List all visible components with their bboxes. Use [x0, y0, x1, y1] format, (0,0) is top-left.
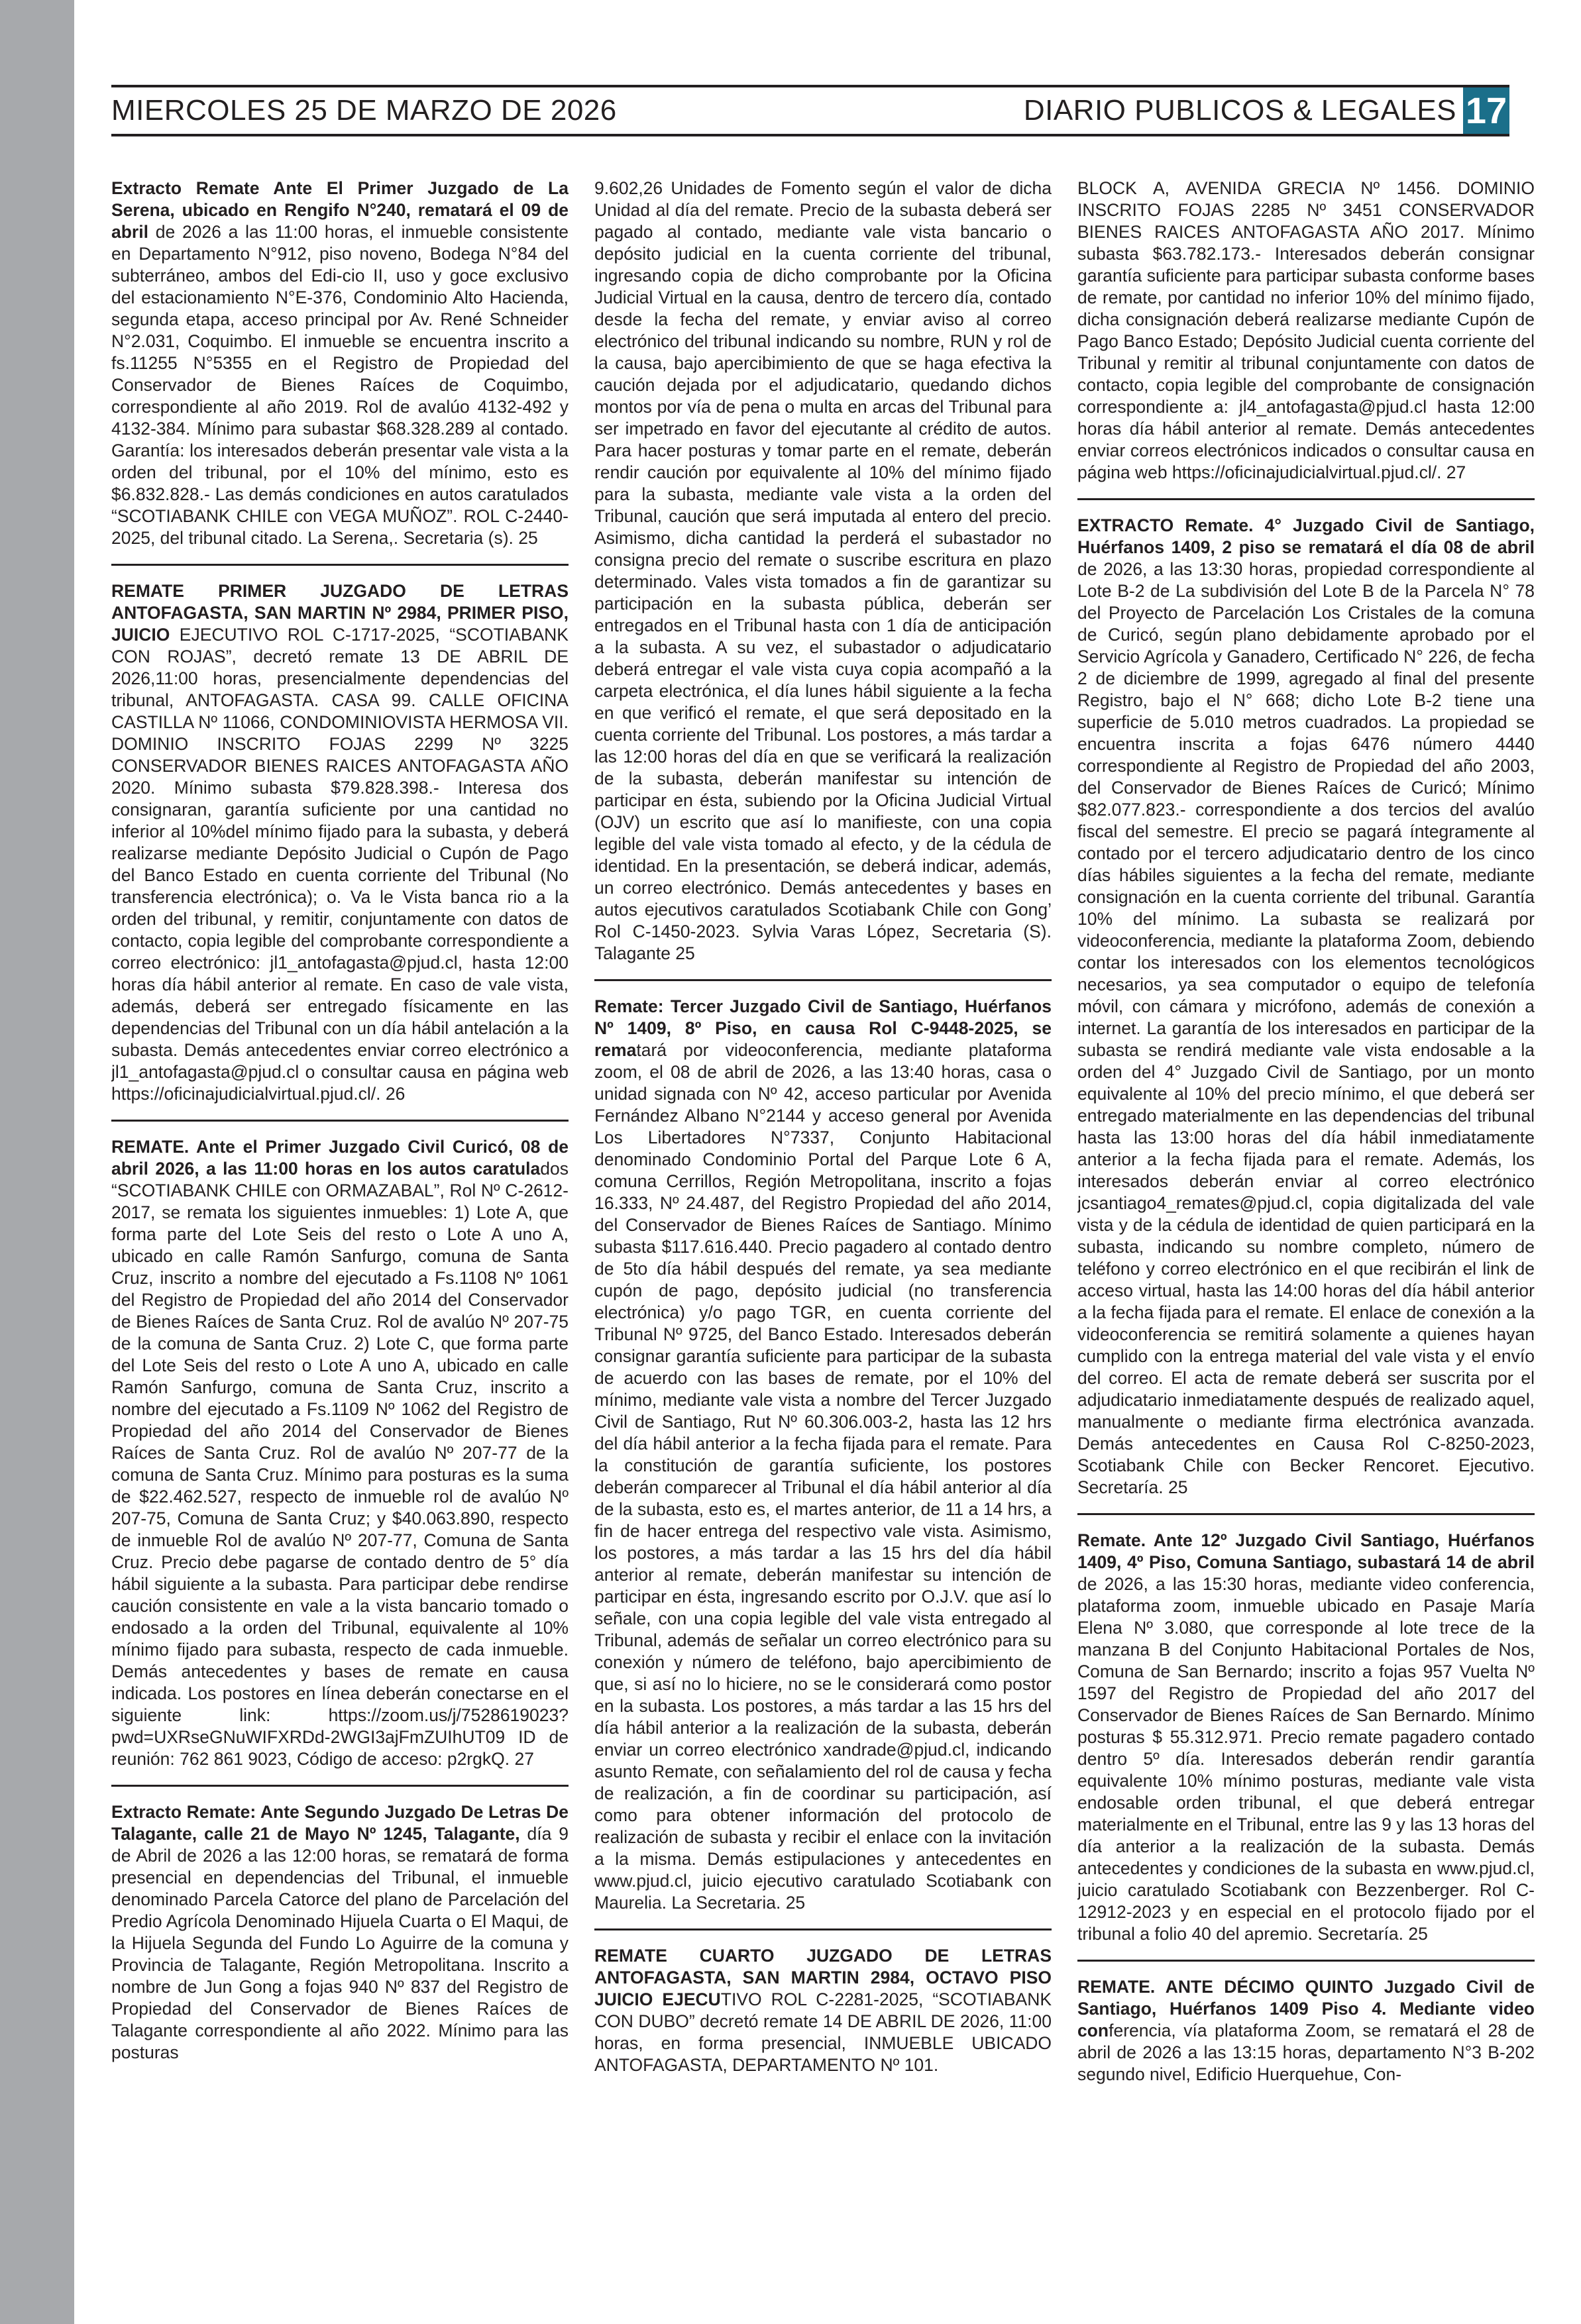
notice-body: 9.602,26 Unidades de Fomento según el valor de dicha Unidad al día del remate. Precio de la subasta deberá ser pagado al contado, mediante vale vista bancario o depósito judicial en la cuenta corriente del tribunal, ingresando copia de dicho comprobante por la Oficina Judicial Virtual en la causa, dentro de tercero día, contado desde la fecha del remate, y enviar aviso al correo electrónico del tribunal indicando su nombre, RUN y rol de la causa, bajo apercibimiento de que se haga efectiva la caución dejada por el adjudicatario, quedando dichos montos por vía de pena o multa en arcas del Tribunal para ser impetrado en favor del ejecutante al crédito de autos. Para hacer posturas y tomar parte en el remate, deberán rendir caución por equivalente al 10% del mínimo fijado para la subasta, mediante vale vista a la orden del Tribunal, caución que será imputada al entero del precio. Asimismo, dicha cantidad la perderá el subastador no consigna precio del remate o suscribe escritura en plazo determinado. Vales vista tomados a fin de garantizar su participación en la subasta pública, deberán ser entregados en el Tribunal hasta con 1 día de anticipación a la subasta. A su vez, el subastador o adjudicatario deberá entregar el vale vista cuya copia acompañó a la carpeta electrónica, el día lunes hábil siguiente a la fecha en que verificó el remate, el que será depositado en la cuenta corriente del Tribunal. Los postores, a más tardar a las 12:00 horas del día en que se verificará la realización de la subasta, deberán manifestar su intención de participar en ésta, subiendo por la Oficina Judicial Virtual (OJV) un escrito que así lo manifieste, con una copia legible del vale vista tomado al efecto, y de la cédula de identidad. En la presentación, se deberá indicar, además, un correo electrónico. Demás antecedentes y bases en autos ejecutivos caratulados Scotiabank Chile con Gong’ Rol C-1450-2023. Sylvia Varas López, Secretaria (S). Talagante 25 — [594, 178, 1052, 963]
notice-body: tará por videoconferencia, mediante plataforma zoom, el 08 de abril de 2026, a las 13:40 horas, casa o unidad signada con Nº 42, acceso particular por Avenida Fernández Albano N°2144 y acceso general por Avenida Los Libertadores N°7337, Conjunto Habitacional denominado Condominio Portal del Parque Lote 6 A, comuna Cerrillos, Región Metropolitana, inscrito a fojas 16.333, Nº 24.487, del Registro Propiedad del año 2014, del Conservador de Bienes Raíces de Santiago. Mínimo subasta $117.616.440. Precio pagadero al contado dentro de 5to día hábil después del remate, ya sea mediante cupón de pago, depósito judicial (no transferencia electrónica) y/o pago TGR, en cuenta corriente del Tribunal Nº 9725, del Banco Estado. Interesados deberán consignar garantía suficiente para participar de la subasta de acuerdo con las bases de remate, por el 10% del mínimo, mediante vale vista a nombre del Tercer Juzgado Civil de Santiago, Rut Nº 60.306.003-2, hasta las 12 hrs del día hábil anterior a la fecha fijada para el remate. Para la constitución de garantía suficiente, los postores deberán comparecer al Tribunal el día hábil anterior al día de la subasta, esto es, el martes anterior, de 11 a 14 hrs, a fin de hacer entrega del respectivo vale vista. Asimismo, los postores, a más tardar a las 15 hrs del día hábil anterior al remate, deberán manifestar su intención de participar en ésta, ingresando escrito por O.J.V. que así lo señale, con una copia legible del vale vista entregado al Tribunal, además de señalar un correo electrónico para su conexión y número de teléfono, bajo apercibimiento de que, si así no lo hiciere, no se le considerará como postor en la subasta. Los postores, a más tardar a las 15 hrs del día hábil anterior a la realización de la subasta, deberán enviar un correo electrónico xandrade@pjud.cl, indicando asunto Remate, con señalamiento del rol de causa y fecha de realización, a fin de coordinar su participación, así como para obtener información del protocolo de realización de subasta y recibir el enlace con la invitación a la misma. Demás estipulaciones y antecedentes en www.pjud.cl, juicio ejecutivo caratulado Scotiabank con Maurelia. La Secretaria. 25 — [594, 1040, 1052, 1913]
notice-body: BLOCK A, AVENIDA GRECIA Nº 1456. DOMINIO INSCRITO FOJAS 2285 Nº 3451 CONSERVADOR BIENES RAICES ANTOFAGASTA AÑO 2017. Mínimo subasta $63.782.173.- Interesados deberán consignar garantía suficiente para participar subasta conforme bases de remate, por cantidad no inferior 10% del mínimo fijado, dicha consignación deberá realizarse mediante Cupón de Pago Banco Estado; Depósito Judicial cuenta corriente del Tribunal y remitir al tribunal conjuntamente con datos de contacto, copia legible del comprobante de consignación correspondiente a: jl4_antofagasta@pjud.cl hasta 12:00 horas día hábil anterior al remate. Demás antecedentes enviar correos electrónicos indicados o consultar causa en página web https://oficinajudicialvirtual.pjud.cl/. 27 — [1077, 178, 1535, 482]
legal-notice — [111, 1120, 569, 1785]
notice-lead: EXTRACTO Remate. 4° Juzgado Civil de Santiago, Huérfanos 1409, 2 piso se rematará el día 08 de abril — [1077, 515, 1535, 557]
legal-notice — [594, 979, 1052, 1928]
notice-body: de 2026, a las 13:30 horas, propiedad correspondiente al Lote B-2 de La subdivisión del Lote B de la Parcela N° 78 del Proyecto de Parcelación Los Cristales de la comuna de Curicó, según plano debidamente aprobado por el Servicio Agrícola y Ganadero, Certificado N° 226, de fecha 2 de diciembre de 1999, agregado al final del presente Registro, bajo el N° 668; dicho Lote B-2 tiene una superficie de 5.010 metros cuadrados. La propiedad se encuentra inscrita a fojas 6476 número 4440 correspondiente al Registro de Propiedad del año 2003, del Conservador de Bienes Raíces de Curicó; Mínimo $82.077.823.- correspondiente a dos tercios del avalúo fiscal del semestre. El precio se pagará íntegramente al contado por el tercero adjudicatario dentro de los cinco días hábiles siguientes a la fecha del remate, mediante consignación en la cuenta corriente del tribunal. Garantía 10% del mínimo. La subasta se realizará por videoconferencia, mediante la plataforma Zoom, debiendo contar los interesados con los elementos tecnológicos necesarios, ya sea computador o equipo de telefonía móvil, con cámara y micrófono, además de conexión a internet. La garantía de los interesados en participar de la subasta se rendirá mediante vale vista endosable a la orden del 4° Juzgado Civil de Santiago, por un monto equivalente al 10% del precio mínimo, el que deberá ser entregado materialmente en las dependencias del tribunal hasta las 13:00 horas del día hábil inmediatamente anterior a la fecha fijada para el remate. Además, los interesados deberán enviar al correo electrónico jcsantiago4_remates@pjud.cl, copia digitalizada del vale vista y de la cédula de identidad de quien participará en la subasta, indicando su nombre completo, número de teléfono y correo electrónico en el que recibirán el link de acceso virtual, hasta las 14:00 horas del día hábil anterior a la fecha fijada para el remate. El enlace de conexión a la videoconferencia se remitirá solamente a quienes hayan cumplido con la entrega material del vale vista y el envío del correo. El acta de remate deberá ser suscrita por el adjudicatario inmediatamente después de realizado aquel, manualmente o mediante firma electrónica avanzada. Demás antecedentes en Causa Rol C-8250-2023, Scotiabank Chile con Becker Rencoret. Ejecutivo. Secretaría. 25 — [1077, 559, 1535, 1497]
legal-notice — [1077, 1960, 1535, 2100]
notice-body: TIVO ROL C-2281-2025, “SCOTIABANK CON DUBO” decretó remate 14 DE ABRIL DE 2026, 11:00 horas, en forma presencial, INMUEBLE UBICADO ANTOFAGASTA, DEPARTAMENTO Nº 101. — [594, 1989, 1052, 2075]
legal-notice — [111, 178, 569, 564]
notice-lead: Extracto Remate: Ante Segundo Juzgado De Letras De Talagante, calle 21 de Mayo Nº 1245, Talagante, — [111, 1802, 569, 1844]
newspaper-title: DIARIO PUBLICOS & LEGALES — [1023, 94, 1456, 127]
legal-notice — [1077, 1513, 1535, 1960]
notice-body: ferencia, vía plataforma Zoom, se rematará el 28 de abril de 2026 a las 13:15 horas, departamento N°3 B-202 segundo nivel, Edificio Huerquehue, Con- — [1077, 2021, 1535, 2084]
notice-body: día 9 de Abril de 2026 a las 12:00 horas, se rematará de forma presencial en dependencias del Tribunal, el inmueble denominado Parcela Catorce del plano de Parcelación del Predio Agrícola Denominado Hijuela Cuarta o El Maqui, de la Hijuela Segunda del Fundo Lo Aguirre de la comuna y Provincia de Talagante, Región Metropolitana. Inscrito a nombre de Jun Gong a fojas 940 Nº 837 del Registro de Propiedad del Conservador de Bienes Raíces de Talagante correspondiente al año 2022. Mínimo para las posturas — [111, 1824, 569, 2062]
page-number: 17 — [1463, 87, 1509, 134]
notice-lead: Remate. Ante 12º Juzgado Civil Santiago, Huérfanos 1409, 4º Piso, Comuna Santiago, subastará 14 de abril — [1077, 1530, 1535, 1572]
notice-body: de 2026 a las 11:00 horas, el inmueble consistente en Departamento N°912, piso noveno, Bodega N°84 del subterráneo, ambos del Edi-cio II, uso y goce exclusivo del estacionamiento N°E-376, Condominio Alto Hacienda, segunda etapa, acceso principal por Av. René Schneider N°2.031, Coquimbo. El inmueble se encuentra inscrito a fs.11255 N°5355 en el Registro de Propiedad del Conservador de Bienes Raíces de Coquimbo, correspondiente al año 2019. Rol de avalúo 4132-492 y 4132-384. Mínimo para subastar $68.328.289 al contado. Garantía: los interesados deberán presentar vale vista a la orden del tribunal, por el 10% del mínimo, esto es $6.832.828.- Las demás condiciones en autos caratulados “SCOTIABANK CHILE con VEGA MUÑOZ”. ROL C-2440-2025, del tribunal citado. La Serena,. Secretaria (s). 25 — [111, 222, 569, 548]
notice-lead: Remate: Tercer Juzgado Civil de Santiago, Huérfanos Nº 1409, 8º Piso, en causa Rol C-9448-2025, se rema — [594, 996, 1052, 1060]
notice-lead: REMATE PRIMER JUZGADO DE LETRAS ANTOFAGASTA, SAN MARTIN Nº 2984, PRIMER PISO, JUICIO — [111, 581, 569, 645]
column-1 — [111, 178, 569, 2304]
column-2 — [594, 178, 1052, 2304]
notice-body: EJECUTIVO ROL C-1717-2025, “SCOTIABANK CON ROJAS”, decretó remate 13 DE ABRIL DE 2026,11:00 horas, presencialmente dependencias del tribunal, ANTOFAGASTA. CASA 99. CALLE OFICINA CASTILLA Nº 11066, CONDOMINIOVISTA HERMOSA VII. DOMINIO INSCRITO FOJAS 2299 Nº 3225 CONSERVADOR BIENES RAICES ANTOFAGASTA AÑO 2020. Mínimo subasta $79.828.398.- Interesa dos consignaran, garantía suficiente por una cantidad no inferior al 10%del mínimo fijado para la subasta, y deberá realizarse mediante Depósito Judicial o Cupón de Pago del Banco Estado en cuenta corriente del Tribunal (No transferencia electrónica); o. Va le Vista banca rio a la orden del tribunal, y remitir, conjuntamente con datos de contacto, copia legible del comprobante correspondiente a correo electrónico: jl1_antofagasta@pjud.cl, hasta 12:00 horas día hábil anterior al remate. En caso de vale vista, además, deberá ser entregado físicamente en las dependencias del Tribunal con un día hábil antelación a la subasta. Demás antecedentes enviar correo electrónico a jl1_antofagasta@pjud.cl o consultar causa en página web https://oficinajudicialvirtual.pjud.cl/. 26 — [111, 625, 569, 1104]
page-header — [111, 85, 1509, 136]
issue-date: MIERCOLES 25 DE MARZO DE 2026 — [111, 94, 617, 127]
legal-notice-continued — [1077, 178, 1535, 498]
newspaper-page — [74, 0, 1581, 2324]
legal-notice — [1077, 498, 1535, 1513]
notice-lead: REMATE. ANTE DÉCIMO QUINTO Juzgado Civil de Santiago, Huérfanos 1409 Piso 4. Mediante video con — [1077, 1977, 1535, 2040]
notice-lead: REMATE. Ante el Primer Juzgado Civil Curicó, 08 de abril 2026, a las 11:00 horas en los autos caratula — [111, 1137, 569, 1179]
notice-body: de 2026, a las 15:30 horas, mediante video conferencia, plataforma zoom, inmueble ubicado en Pasaje María Elena Nº 3.080, que corresponde al lote trece de la manzana B del Conjunto Habitacional Portales de Nos, Comuna de San Bernardo; inscrito a fojas 957 Vuelta Nº 1597 del Registro de Propiedad del año 2017 del Conservador de Bienes Raíces de San Bernardo. Mínimo posturas $ 55.312.971. Precio remate pagadero contado dentro 5º día. Interesados deberán rendir garantía equivalente 10% mínimo posturas, mediante vale vista endosable orden tribunal, el que deberá entregar materialmente en el Tribunal, entre las 9 y las 13 horas del día anterior a la realización de la subasta. Demás antecedentes y condiciones de la subasta en www.pjud.cl, juicio caratulado Scotiabank con Bezzenberger. Rol C-12912-2023 y en especial en el protocolo fijado por el tribunal a folio 40 del apremio. Secretaría. 25 — [1077, 1574, 1535, 1944]
notice-body: dos “SCOTIABANK CHILE con ORMAZABAL”, Rol Nº C-2612-2017, se remata los siguientes inmuebles: 1) Lote A, que forma parte del Lote Seis del resto o Lote A uno A, ubicado en calle Ramón Sanfurgo, comuna de Santa Cruz, inscrito a nombre del ejecutado a Fs.1108 Nº 1061 del Registro de Propiedad del año 2014 del Conservador de Bienes Raíces de Santa Cruz. Rol de avalúo Nº 207-75 de la comuna de Santa Cruz. 2) Lote C, que forma parte del Lote Seis del resto o Lote A uno A, ubicado en calle Ramón Sanfurgo, comuna de Santa Cruz, inscrito a nombre del ejecutado a Fs.1109 Nº 1062 del Registro de Propiedad del año 2014 del Conservador de Bienes Raíces de Santa Cruz. Rol de avalúo Nº 207-77 de la comuna de Santa Cruz. Mínimo para posturas es la suma de $22.462.527, respecto de inmueble rol de avalúo Nº 207-75, Comuna de Santa Cruz; y $40.063.890, respecto de inmueble Rol de avalúo Nº 207-77, Comuna de Santa Cruz. Precio debe pagarse de contado dentro de 5° día hábil siguiente a la subasta. Para participar debe rendirse caución consistente en vale a la vista bancario tomado o endosado a la orden del Tribunal, equivalente al 10% mínimo fijado para subasta, respecto de cada inmueble. Demás antecedentes y bases de remate en causa indicada. Los postores en línea deberán conectarse en el siguiente link: https://zoom.us/j/7528619023?pwd=UXRseGNuWIFXRDd-2WGI3ajFmZUIhUT09 ID de reunión: 762 861 9023, Código de acceso: p2rgkQ. 27 — [111, 1159, 569, 1769]
legal-notice — [594, 1928, 1052, 2091]
notice-lead: REMATE CUARTO JUZGADO DE LETRAS ANTOFAGASTA, SAN MARTIN 2984, OCTAVO PISO JUICIO EJECU — [594, 1946, 1052, 2009]
notice-lead: Extracto Remate Ante El Primer Juzgado de La Serena, ubicado en Rengifo N°240, rematará el 09 de abril — [111, 178, 569, 242]
legal-notice — [111, 564, 569, 1120]
legal-notice — [111, 1785, 569, 2078]
column-3 — [1077, 178, 1535, 2304]
legal-notice-continued — [594, 178, 1052, 979]
